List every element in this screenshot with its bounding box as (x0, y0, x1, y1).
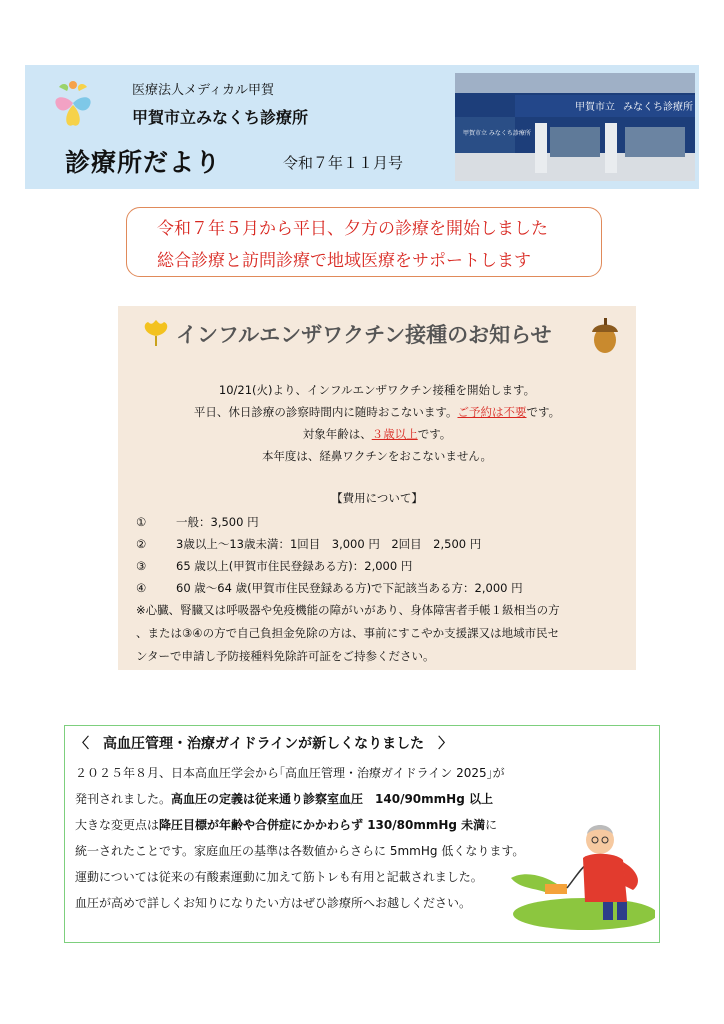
blood-pressure-illustration (505, 818, 655, 930)
flu-line-2 (118, 404, 636, 420)
flu-vaccine-section (118, 306, 636, 670)
note-line-3: ンターで申請し予防接種料免除許可証をご持参ください。 (136, 649, 435, 663)
fee-item-3: ③ 65 歳以上(甲賀市住民登録ある方)：2,000 円 (136, 559, 413, 573)
hyp-line-5: 運動については従来の有酸素運動に加えて筋トレも有用と記載されました。 (75, 870, 483, 884)
sign-side: 甲賀市立 みなくち診療所 (463, 130, 531, 137)
notice-line-2: 総合診療と訪問診療で地域医療をサポートします (157, 251, 531, 271)
flu-title: インフルエンザワクチン接種のお知らせ (176, 323, 552, 347)
no-reservation-text: ご予約は不要 (457, 405, 527, 419)
note-line-2: 、または③④の方で自己負担金免除の方は、事前にすこやか支援課又は地域市民セ (136, 626, 560, 640)
flu-line-2c: です。 (526, 405, 561, 419)
notice-line-1: 令和７年５月から平日、夕方の診療を開始しました (157, 219, 548, 239)
clinic-name: 甲賀市立みなくち診療所 (132, 108, 309, 127)
fee-item-4: ④ 60 歳～64 歳(甲賀市住民登録ある方)で下記該当ある方：2,000 円 (136, 581, 523, 595)
hyp-definition-bold: 高血圧の定義は従来通り診察室血圧 140/90mmHg 以上 (171, 792, 493, 806)
hyp-line-6: 血圧が高めで詳しくお知りになりたい方はぜひ診療所へお越しください。 (75, 896, 472, 910)
organization-name: 医療法人メディカル甲賀 (132, 83, 274, 98)
flu-line-4: 本年度は、経鼻ワクチンをおこないません。 (261, 449, 493, 463)
flu-line-2a: 平日、休日診療の診察時間内に随時おこないます。 (193, 405, 458, 419)
acorn-icon (588, 316, 622, 354)
notice-box (126, 207, 602, 277)
target-age-text: ３歳以上 (371, 427, 418, 441)
hyp-line-4: 統一されたことです。家庭血圧の基準は各数値からさらに 5mmHg 低くなります。 (75, 844, 525, 858)
sign-right: みなくち診療所 (623, 102, 693, 113)
issue-date: 令和７年１１月号 (283, 154, 404, 172)
clinic-logo-icon (43, 75, 103, 135)
hypertension-section (64, 725, 660, 943)
fee-item-1: ① 一般：3,500 円 (136, 515, 259, 529)
hyp-line-2: 発刊されました。高血圧の定義は従来通り診察室血圧 140/90mmHg 以上 (75, 792, 493, 806)
flu-line-3c: です。 (417, 427, 452, 441)
hyp-target-bold: 降圧目標が年齢や合併症にかかわらず 130/80mmHg 未満 (159, 818, 486, 832)
fee-heading: 【費用について】 (331, 491, 423, 505)
hypertension-title: 〈 高血圧管理・治療ガイドラインが新しくなりました 〉 (75, 736, 453, 752)
hyp-line-3: 大きな変更点は降圧目標が年齢や合併症にかかわらず 130/80mmHg 未満に (75, 818, 498, 832)
clinic-building-photo (455, 73, 695, 181)
sign-left: 甲賀市立 (575, 102, 615, 113)
hyp-line-1: ２０２５年８月、日本高血圧学会から｢高血圧管理・治療ガイドライン 2025｣が (75, 766, 505, 780)
note-line-1: ※心臓、腎臓又は呼吸器や免疫機能の障がいがあり、身体障害者手帳１級相当の方 (136, 603, 560, 617)
flu-line-3 (118, 426, 636, 442)
newsletter-title: 診療所だより (65, 148, 222, 177)
flu-line-1: 10/21(火)より、インフルエンザワクチン接種を開始します。 (218, 383, 536, 397)
flu-line-3a: 対象年齢は、 (302, 427, 372, 441)
header-banner (25, 65, 699, 189)
ginkgo-leaf-icon (140, 318, 172, 350)
fee-item-2: ② 3歳以上～13歳未満：1回目 3,000 円 2回目 2,500 円 (136, 537, 482, 551)
